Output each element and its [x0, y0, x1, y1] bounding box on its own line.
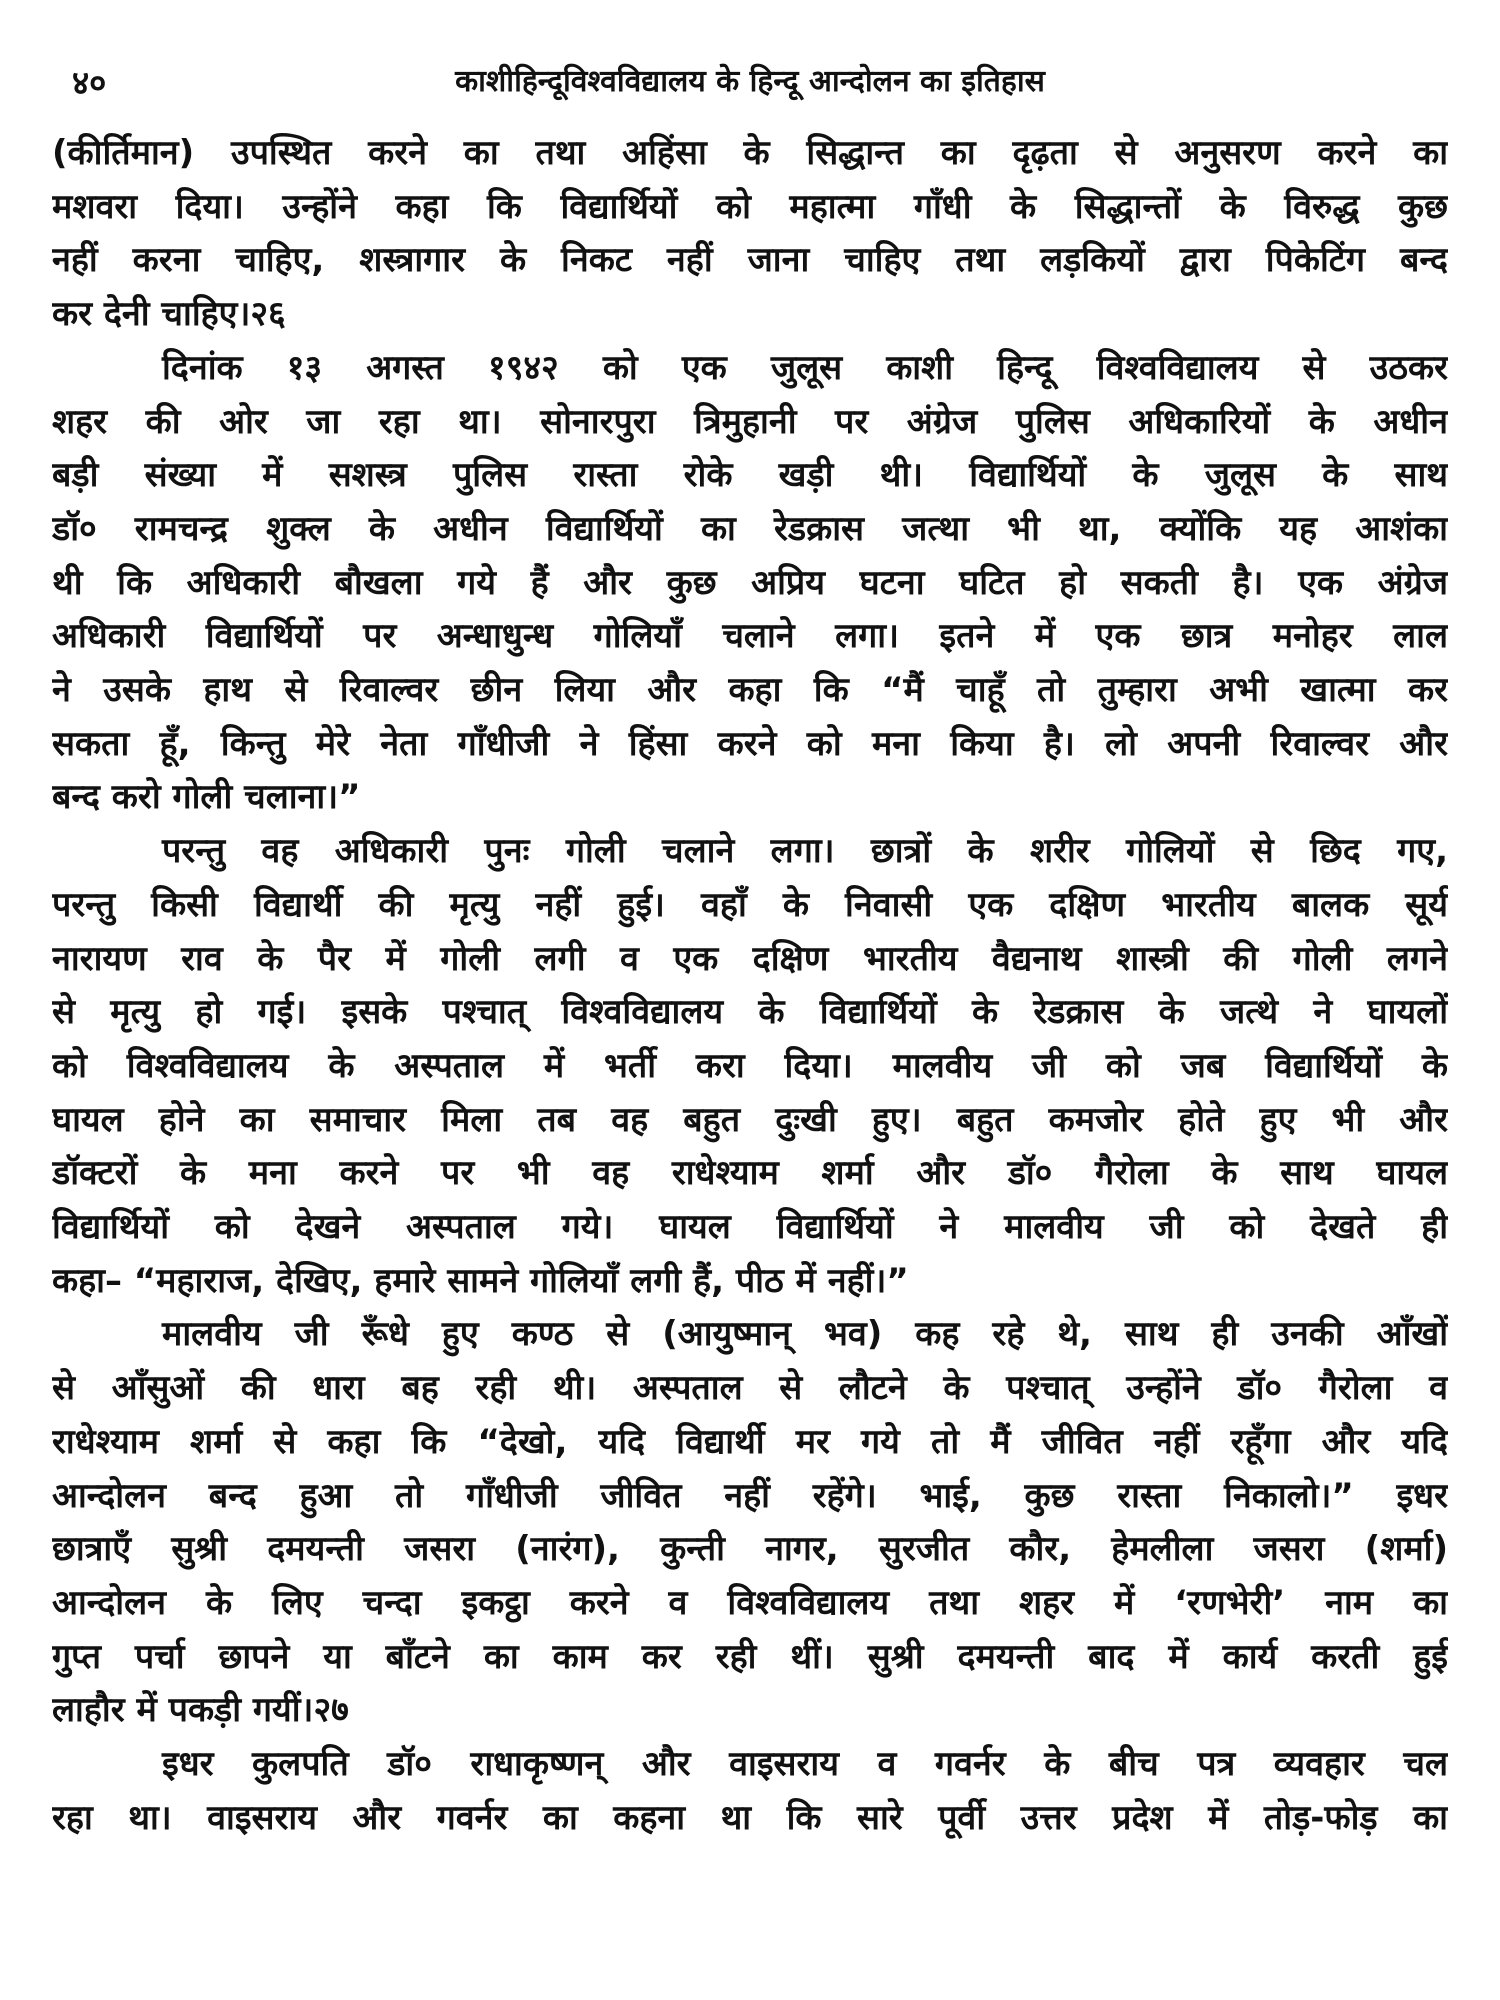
- text-line: गुप्त पर्चा छापने या बाँटने का काम कर रही थीं। सुश्री दमयन्ती बाद में कार्य करती हुई: [52, 1636, 1448, 1677]
- text-line: इधर कुलपति डॉ० राधाकृष्णन् और वाइसराय व गवर्नर के बीच पत्र व्यवहार चल: [162, 1744, 1448, 1785]
- text-line: बन्द करो गोली चलाना।”: [52, 777, 361, 818]
- text-line: छात्राएँ सुश्री दमयन्ती जसरा (नारंग), कुन्ती नागर, सुरजीत कौर, हेमलीला जसरा (शर्मा): [52, 1529, 1448, 1570]
- text-line: को विश्वविद्यालय के अस्पताल में भर्ती करा दिया। मालवीय जी को जब विद्यार्थियों के: [52, 1045, 1448, 1086]
- text-line: मशवरा दिया। उन्होंने कहा कि विद्यार्थियों को महात्मा गाँधी के सिद्धान्तों के विरुद्ध कुछ: [52, 186, 1448, 227]
- text-line: लाहौर में पकड़ी गयीं।२७: [52, 1690, 349, 1731]
- running-title: काशीहिन्दूविश्वविद्यालय के हिन्दू आन्दोलन का इतिहास: [455, 64, 1045, 99]
- text-line: (कीर्तिमान) उपस्थित करने का तथा अहिंसा के सिद्धान्त का दृढ़ता से अनुसरण करने का: [52, 133, 1448, 173]
- text-line: कहा– “महाराज, देखिए, हमारे सामने गोलियाँ लगी हैं, पीठ में नहीं।”: [52, 1260, 909, 1301]
- paragraph-3: [52, 825, 1448, 1308]
- text-line: नारायण राव के पैर में गोली लगी व एक दक्षिण भारतीय वैद्यनाथ शास्त्री की गोली लगने: [52, 938, 1448, 979]
- paragraph-2: [52, 342, 1448, 825]
- text-line: मालवीय जी रूँधे हुए कण्ठ से (आयुष्मान् भव) कह रहे थे, साथ ही उनकी आँखों: [162, 1314, 1448, 1355]
- text-line: से आँसुओं की धारा बह रही थी। अस्पताल से लौटने के पश्चात् उन्होंने डॉ० गैरोला व: [52, 1368, 1448, 1409]
- text-line: अधिकारी विद्यार्थियों पर अन्धाधुन्ध गोलियाँ चलाने लगा। इतने में एक छात्र मनोहर लाल: [52, 616, 1448, 657]
- text-line: आन्दोलन के लिए चन्दा इकट्ठा करने व विश्वविद्यालय तथा शहर में ‘रणभेरी’ नाम का: [52, 1582, 1448, 1623]
- text-line: कर देनी चाहिए।२६: [52, 294, 286, 335]
- text-line: रहा था। वाइसराय और गवर्नर का कहना था कि सारे पूर्वी उत्तर प्रदेश में तोड़-फोड़ का: [52, 1797, 1448, 1838]
- text-line: शहर की ओर जा रहा था। सोनारपुरा त्रिमुहानी पर अंग्रेज पुलिस अधिकारियों के अधीन: [52, 401, 1448, 442]
- text-line: विद्यार्थियों को देखने अस्पताल गये। घायल विद्यार्थियों ने मालवीय जी को देखते ही: [52, 1207, 1448, 1248]
- text-line: परन्तु किसी विद्यार्थी की मृत्यु नहीं हुई। वहाँ के निवासी एक दक्षिण भारतीय बालक सूर्य: [52, 884, 1448, 925]
- text-line: सकता हूँ, किन्तु मेरे नेता गाँधीजी ने हिंसा करने को मना किया है। लो अपनी रिवाल्वर और: [52, 723, 1448, 764]
- paragraph-5: [52, 1738, 1448, 1845]
- text-line: से मृत्यु हो गई। इसके पश्चात् विश्वविद्यालय के विद्यार्थियों के रेडक्रास के जत्थे ने घायलों: [52, 992, 1448, 1033]
- text-line: परन्तु वह अधिकारी पुनः गोली चलाने लगा। छात्रों के शरीर गोलियों से छिद गए,: [162, 831, 1448, 872]
- text-line: नहीं करना चाहिए, शस्त्रागार के निकट नहीं जाना चाहिए तथा लड़कियों द्वारा पिकेटिंग बन्द: [52, 240, 1448, 281]
- paragraph-4: [52, 1308, 1448, 1738]
- text-line: आन्दोलन बन्द हुआ तो गाँधीजी जीवित नहीं रहेंगे। भाई, कुछ रास्ता निकालो।” इधर: [52, 1475, 1448, 1516]
- text-line: थी कि अधिकारी बौखला गये हैं और कुछ अप्रिय घटना घटित हो सकती है। एक अंग्रेज: [52, 562, 1448, 603]
- text-line: डॉक्टरों के मना करने पर भी वह राधेश्याम शर्मा और डॉ० गैरोला के साथ घायल: [52, 1153, 1448, 1194]
- body-text: [52, 127, 1448, 1846]
- text-line: राधेश्याम शर्मा से कहा कि “देखो, यदि विद्यार्थी मर गये तो मैं जीवित नहीं रहूँगा और यदि: [52, 1421, 1448, 1462]
- text-line: घायल होने का समाचार मिला तब वह बहुत दुःखी हुए। बहुत कमजोर होते हुए भी और: [52, 1099, 1448, 1140]
- paragraph-1: [52, 127, 1448, 342]
- text-line: बड़ी संख्या में सशस्त्र पुलिस रास्ता रोके खड़ी थी। विद्यार्थियों के जुलूस के साथ: [52, 455, 1448, 496]
- text-line: ने उसके हाथ से रिवाल्वर छीन लिया और कहा कि “मैं चाहूँ तो तुम्हारा अभी खात्मा कर: [52, 670, 1448, 711]
- text-line: दिनांक १३ अगस्त १९४२ को एक जुलूस काशी हिन्दू विश्वविद्यालय से उठकर: [162, 347, 1448, 388]
- text-line: डॉ० रामचन्द्र शुक्ल के अधीन विद्यार्थियों का रेडक्रास जत्था भी था, क्योंकि यह आशंका: [52, 508, 1448, 549]
- running-head: [52, 55, 1448, 113]
- page-number: ४०: [72, 63, 107, 102]
